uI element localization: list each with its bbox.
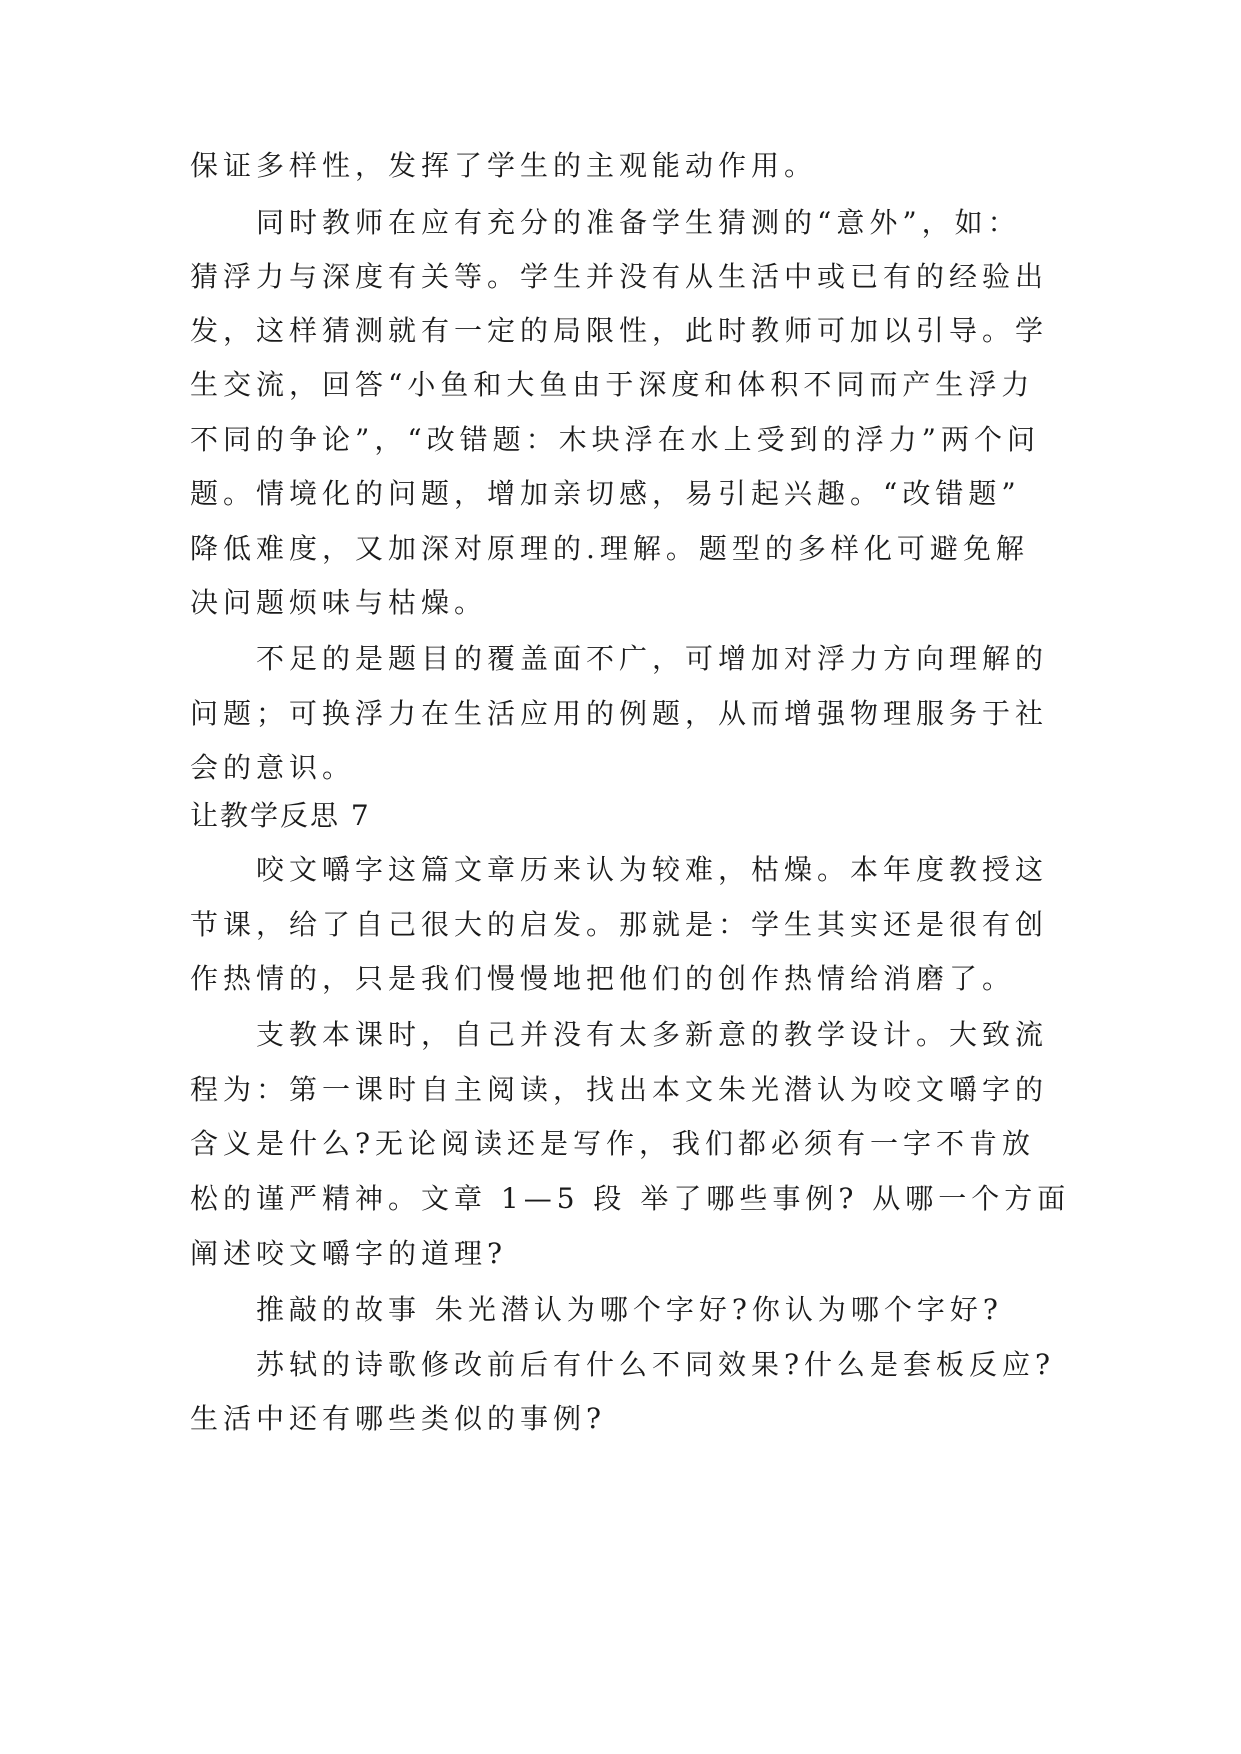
paragraph-line: 会的意识。 [190,751,356,784]
paragraph-line: 作热情的，只是我们慢慢地把他们的创作热情给消磨了。 [190,962,1016,995]
paragraph-line: 同时教师在应有充分的准备学生猜测的“意外”，如： [256,206,1021,239]
paragraph-line: 程为：第一课时自主阅读，找出本文朱光潜认为咬文嚼字的 [190,1073,1049,1106]
section-heading: 让教学反思 7 [190,799,371,832]
paragraph-line: 猜浮力与深度有关等。学生并没有从生活中或已有的经验出 [190,260,1049,293]
paragraph-line: 苏轼的诗歌修改前后有什么不同效果?什么是套板反应? [256,1348,1056,1381]
paragraph-line: 题。情境化的问题，增加亲切感，易引起兴趣。“改错题” [190,477,1021,510]
paragraph-line: 决问题烦味与枯燥。 [190,586,488,619]
paragraph-line: 不同的争论”，“改错题：木块浮在水上受到的浮力”两个问 [190,423,1040,456]
paragraph-line: 问题；可换浮力在生活应用的例题，从而增强物理服务于社 [190,697,1049,730]
paragraph-line: 生交流，回答“小鱼和大鱼由于深度和体积不同而产生浮力 [190,368,1035,401]
paragraph-line: 含义是什么?无论阅读还是写作，我们都必须有一字不肯放 [190,1127,1036,1160]
paragraph-line: 不足的是题目的覆盖面不广，可增加对浮力方向理解的 [256,642,1049,675]
paragraph-line: 生活中还有哪些类似的事例? [190,1402,607,1435]
paragraph-line: 保证多样性，发挥了学生的主观能动作用。 [190,149,818,182]
paragraph-line: 推敲的故事 朱光潜认为哪个字好?你认为哪个字好? [256,1293,1003,1326]
paragraph-line: 发，这样猜测就有一定的局限性，此时教师可加以引导。学 [190,314,1049,347]
paragraph-line: 节课，给了自己很大的启发。那就是：学生其实还是很有创 [190,908,1049,941]
paragraph-line: 松的谨严精神。文章 1—5 段 举了哪些事例? 从哪一个方面 [190,1182,1071,1215]
paragraph-line: 支教本课时，自己并没有太多新意的教学设计。大致流 [256,1018,1049,1051]
paragraph-line: 降低难度，又加深对原理的.理解。题型的多样化可避免解 [190,532,1029,565]
paragraph-line: 咬文嚼字这篇文章历来认为较难，枯燥。本年度教授这 [256,853,1049,886]
paragraph-line: 阐述咬文嚼字的道理? [190,1237,508,1270]
